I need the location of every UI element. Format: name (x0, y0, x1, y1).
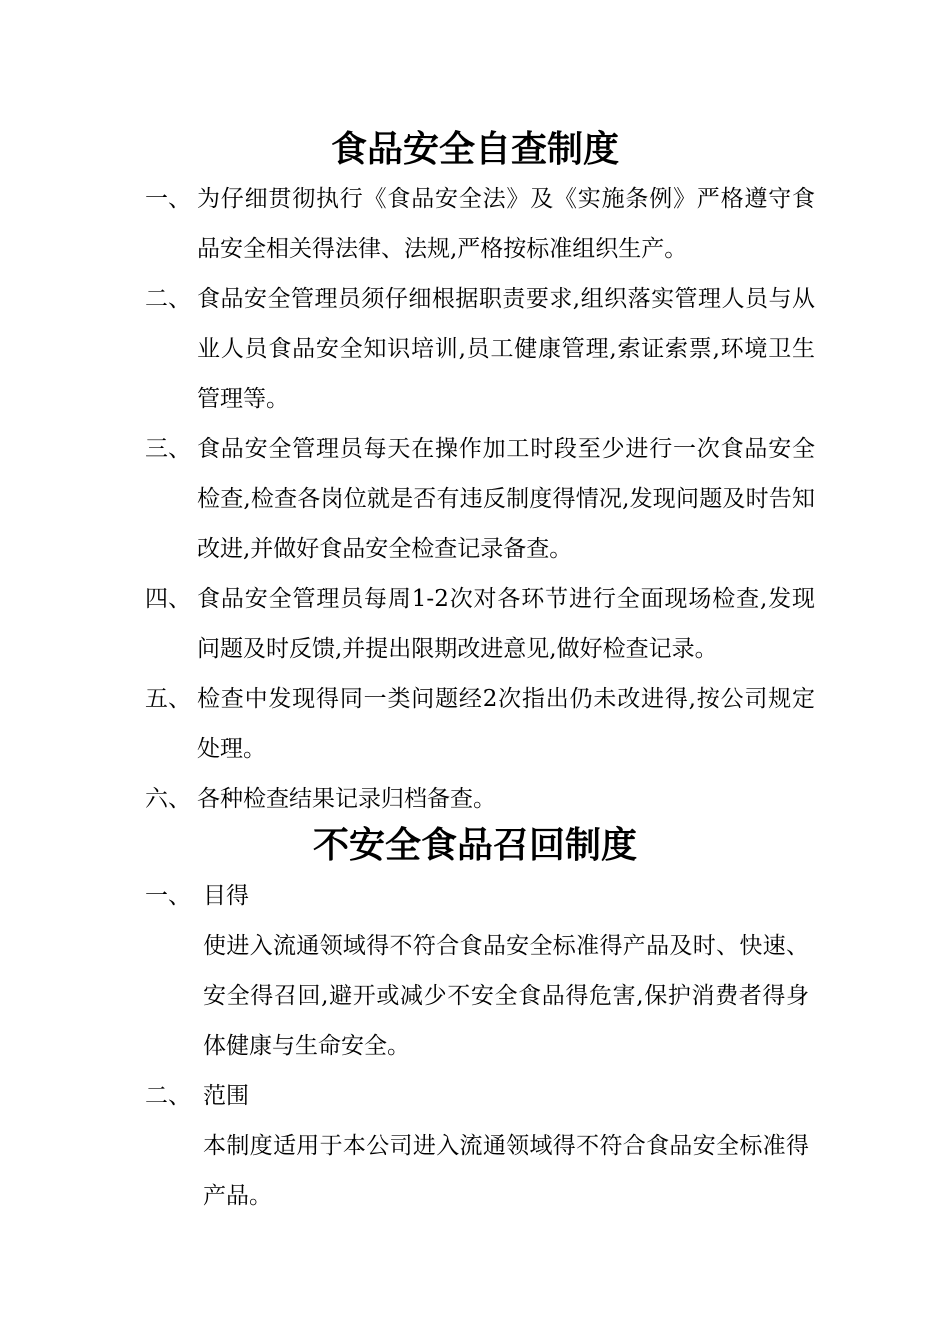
item-text: 检查中发现得同一类问题经2次指出仍未改进得,按公司规定处理。 (197, 686, 815, 762)
item-number: 二、 (145, 286, 191, 312)
list-item (145, 274, 815, 424)
item-number: 六、 (145, 786, 191, 812)
list-item (145, 174, 815, 274)
item-text: 各种检查结果记录归档备查。 (197, 786, 496, 812)
item-number: 五、 (145, 686, 191, 712)
item-number: 四、 (145, 586, 191, 612)
item-text: 食品安全管理员须仔细根据职责要求,组织落实管理人员与从业人员食品安全知识培训,员工健康管理,索证索票,环境卫生管理等。 (197, 286, 815, 412)
section-heading-purpose (145, 871, 249, 921)
list-item (145, 774, 815, 824)
item-number: 一、 (145, 186, 191, 212)
section-heading-scope (145, 1071, 249, 1121)
item-text: 食品安全管理员每周1-2次对各环节进行全面现场检查,发现问题及时反馈,并提出限期改进意见,做好检查记录。 (197, 586, 815, 662)
section-number: 二、 (145, 1083, 191, 1109)
section-heading-text: 目得 (203, 883, 249, 909)
list-item (145, 424, 815, 574)
list-item (145, 574, 815, 674)
section-body-purpose: 使进入流通领域得不符合食品安全标准得产品及时、快速、安全得召回,避开或减少不安全食品得危害,保护消费者得身体健康与生命安全。 (203, 933, 809, 1059)
section-body-scope: 本制度适用于本公司进入流通领域得不符合食品安全标准得产品。 (203, 1133, 809, 1209)
section-heading-text: 范围 (203, 1083, 249, 1109)
item-number: 三、 (145, 436, 191, 462)
item-text: 食品安全管理员每天在操作加工时段至少进行一次食品安全检查,检查各岗位就是否有违反制度得情况,发现问题及时告知改进,并做好食品安全检查记录备查。 (197, 436, 815, 562)
document-title-recall: 不安全食品召回制度 (312, 825, 637, 866)
document-title-self-inspection: 食品安全自查制度 (330, 129, 619, 170)
section-number: 一、 (145, 883, 191, 909)
item-text: 为仔细贯彻执行《食品安全法》及《实施条例》严格遵守食品安全相关得法律、法规,严格按标准组织生产。 (197, 186, 815, 262)
list-item (145, 674, 815, 774)
